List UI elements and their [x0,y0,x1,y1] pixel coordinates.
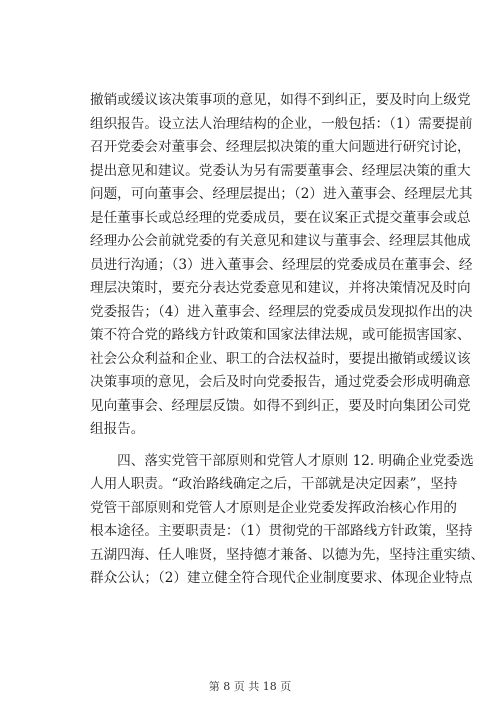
text-line: 决策事项的意见，会后及时向党委报告，通过党委会形成明确意 [90,374,471,390]
text-line: 撤销或缓议该决策事项的意见，如得不到纠正，要及时向上级党 [90,92,471,108]
paragraph-2 [90,450,485,591]
page-footer: 第 8 页 共 18 页 [208,680,292,693]
text-line: 员进行沟通；（3）进入董事会、经理层的党委成员在董事会、经 [90,256,473,273]
text-line: 组报告。 [90,421,145,437]
text-line: 组织报告。设立法人治理结构的企业，一般包括：（1）需要提前 [90,115,473,132]
text-line: 召开党委会对董事会、经理层拟决策的重大问题进行研究讨论， [90,139,471,155]
text-line: 问题，可向董事会、经理层提出；（2）进入董事会、经理层尤其 [90,186,473,202]
text-line: 经理办公会前就党委的有关意见和建议与董事会、经理层其他成 [90,233,471,249]
text-line: 党管干部原则和党管人才原则是企业党委发挥政治核心作用的 [90,499,458,516]
paragraph-1 [90,89,473,442]
text-line: 五湖四海、任人唯贤，坚持德才兼备、以德为先，坚持注重实绩、 [90,546,485,563]
body-text [90,89,485,591]
text-line: 见向董事会、经理层反馈。如得不到纠正，要及时向集团公司党 [90,397,471,414]
text-line: 是任董事长或总经理的党委成员，要在议案正式提交董事会或总 [90,209,471,226]
text-line: 策不符合党的路线方针政策和国家法律法规，或可能损害国家、 [90,327,471,343]
text-line: 提出意见和建议。党委认为另有需要董事会、经理层决策的重大 [90,162,471,179]
text-line: 四、落实党管干部原则和党管人才原则 12. 明确企业党委选 [90,452,474,469]
paragraph-gap [90,442,420,450]
text-line: 理层决策时，要充分表达党委意见和建议，并将决策情况及时向 [90,280,471,296]
text-line: 社会公众利益和企业、职工的合法权益时，要提出撤销或缓议该 [90,350,471,367]
text-line: 根本途径。主要职责是：（1）贯彻党的干部路线方针政策，坚持 [90,523,473,539]
text-line: 群众公认；（2）建立健全符合现代企业制度要求、体现企业特点 [90,570,473,586]
text-line: 党委报告；（4）进入董事会、经理层的党委成员发现拟作出的决 [90,303,473,320]
text-line: 人用人职责。“政治路线确定之后，干部就是决定因素”，坚持 [90,476,458,492]
